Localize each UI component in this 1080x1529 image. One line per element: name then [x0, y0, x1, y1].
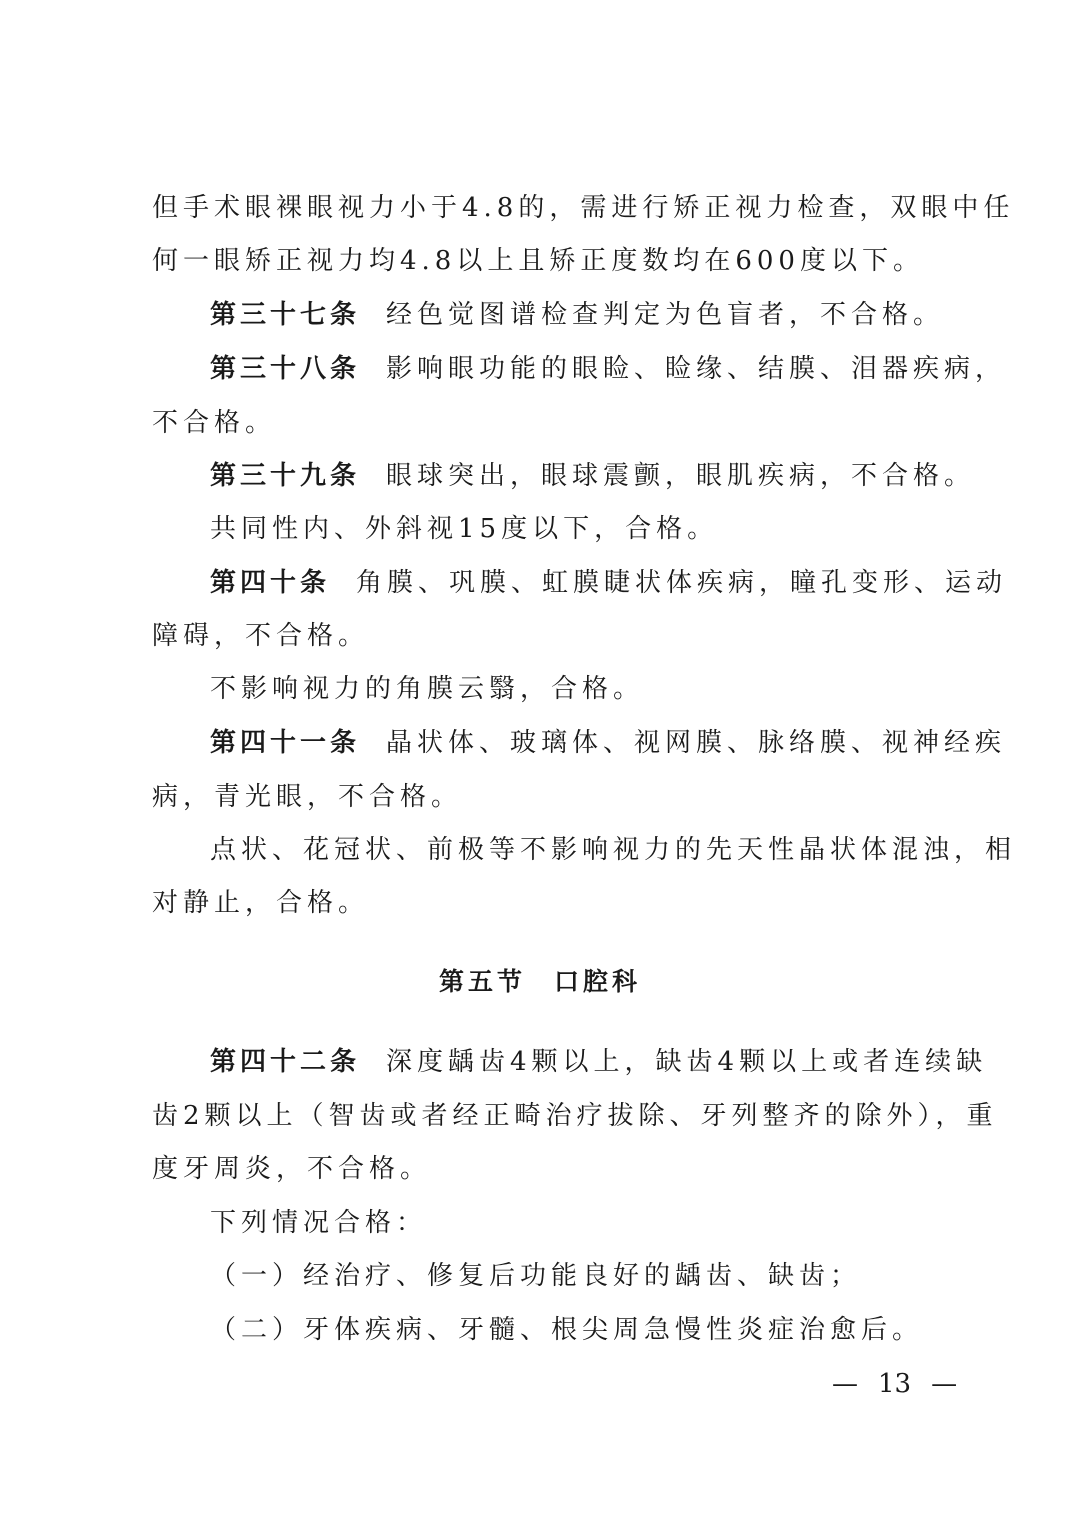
article-text: 影响眼功能的眼睑、睑缘、结膜、泪器疾病，: [386, 354, 1007, 384]
text-line: 但手术眼裸眼视力小于4.8的，需进行矫正视力检查，双眼中任: [152, 193, 1015, 223]
page-number-footer: [812, 1366, 962, 1402]
article-title: 第四十二条: [210, 1047, 361, 1077]
article-title: 第三十七条: [210, 300, 361, 330]
text-line: 点状、花冠状、前极等不影响视力的先天性晶状体混浊，相: [210, 835, 1017, 865]
section-name: 口腔科: [554, 967, 642, 996]
text-line: 不合格。: [152, 408, 277, 438]
page-number: 13: [878, 1369, 912, 1399]
footer-dash: —: [931, 1369, 958, 1399]
article-38: [210, 351, 1007, 387]
article-41: [210, 725, 1007, 761]
article-title: 第四十一条: [210, 728, 361, 758]
article-text: 眼球突出，眼球震颤，眼肌疾病，不合格。: [386, 461, 976, 491]
article-title: 第三十九条: [210, 461, 361, 491]
text-line: 下列情况合格：: [210, 1208, 428, 1238]
text-line: 何一眼矫正视力均4.8以上且矫正度数均在600度以下。: [152, 246, 924, 276]
list-item: （一）经治疗、修复后功能良好的龋齿、缺齿；: [210, 1261, 862, 1291]
article-37: [210, 297, 952, 333]
article-title: 第三十八条: [210, 354, 361, 384]
article-text: 晶状体、玻璃体、视网膜、脉络膜、视神经疾: [386, 728, 1007, 758]
list-item: （二）牙体疾病、牙髓、根尖周急慢性炎症治愈后。: [210, 1315, 924, 1345]
section-number: 第五节: [438, 967, 526, 996]
article-40: [210, 565, 1008, 601]
section-heading: [0, 964, 1080, 1000]
text-line: 齿2颗以上（智齿或者经正畸治疗拔除、牙列整齐的除外），重: [152, 1101, 998, 1131]
footer-dash: —: [832, 1369, 858, 1399]
article-39: [210, 458, 976, 494]
article-title: 第四十条: [210, 568, 331, 598]
article-text: 深度龋齿4颗以上，缺齿4颗以上或者连续缺: [386, 1047, 988, 1077]
article-text: 经色觉图谱检查判定为色盲者，不合格。: [386, 300, 945, 330]
article-text: 角膜、巩膜、虹膜睫状体疾病，瞳孔变形、运动: [356, 568, 1008, 598]
text-line: 障碍，不合格。: [152, 621, 370, 651]
text-line: 共同性内、外斜视15度以下，合格。: [210, 514, 719, 544]
article-42: [210, 1044, 988, 1080]
text-line: 不影响视力的角膜云翳，合格。: [210, 674, 645, 704]
text-line: 度牙周炎，不合格。: [152, 1154, 432, 1184]
text-line: 病，青光眼，不合格。: [152, 782, 463, 812]
text-line: 对静止，合格。: [152, 888, 370, 918]
